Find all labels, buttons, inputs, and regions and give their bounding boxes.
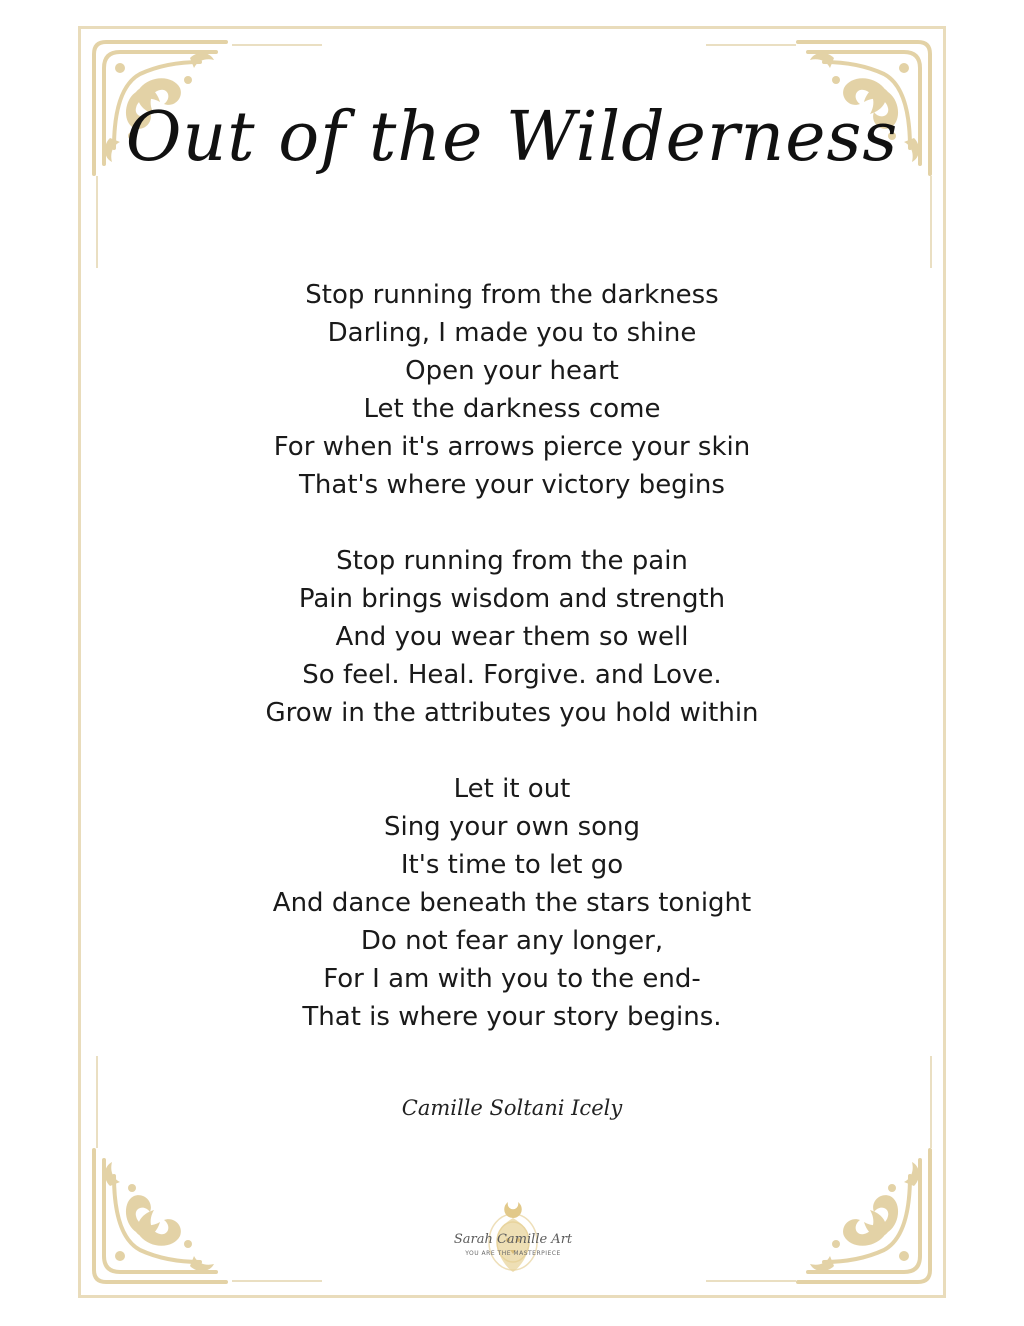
poem-line: For I am with you to the end-	[323, 964, 701, 994]
poem-line: It's time to let go	[400, 850, 624, 880]
frame-inner-line-right-top	[930, 176, 932, 268]
poem-title: Out of the Wilderness	[125, 98, 899, 177]
poem-line: Stop running from the pain	[336, 546, 688, 576]
poem-line: And dance beneath the stars tonight	[272, 888, 752, 918]
poem-line: Stop running from the darkness	[305, 280, 719, 310]
frame-inner-line-top-right	[706, 44, 796, 46]
ornament-corner-icon	[794, 1146, 944, 1296]
poem-line: Open your heart	[405, 356, 619, 386]
poem-line: Sing your own song	[383, 812, 641, 842]
poem-line: For when it's arrows pierce your skin	[273, 432, 751, 462]
frame-inner-line-bottom-right	[706, 1280, 796, 1282]
logo-brand-name: Sarah Camille Art	[453, 1232, 573, 1247]
ornament-corner-icon	[80, 1146, 230, 1296]
poem-body	[0, 276, 1024, 1074]
brand-logo	[452, 1196, 574, 1292]
poem-line: Pain brings wisdom and strength	[298, 584, 726, 614]
poem-line: Grow in the attributes you hold within	[265, 698, 759, 728]
stanza-3	[0, 770, 1024, 1036]
poem-line: Darling, I made you to shine	[327, 318, 697, 348]
stanza-1	[0, 276, 1024, 504]
logo-tagline: YOU ARE THE MASTERPIECE	[465, 1250, 561, 1257]
poem-line: That is where your story begins.	[302, 1002, 722, 1032]
poem-line: So feel. Heal. Forgive. and Love.	[302, 660, 722, 690]
poem-line: That's where your victory begins	[299, 470, 725, 500]
poem-line: Let it out	[453, 774, 571, 804]
author-signature: Camille Soltani Icely	[401, 1096, 623, 1120]
poem-line: And you wear them so well	[335, 622, 689, 652]
frame-inner-line-top-left	[232, 44, 322, 46]
poem-line: Do not fear any longer,	[360, 926, 664, 956]
poem-line: Let the darkness come	[363, 394, 661, 424]
stanza-2	[0, 542, 1024, 732]
frame-inner-line-bottom-left	[232, 1280, 322, 1282]
frame-inner-line-left-top	[96, 176, 98, 268]
